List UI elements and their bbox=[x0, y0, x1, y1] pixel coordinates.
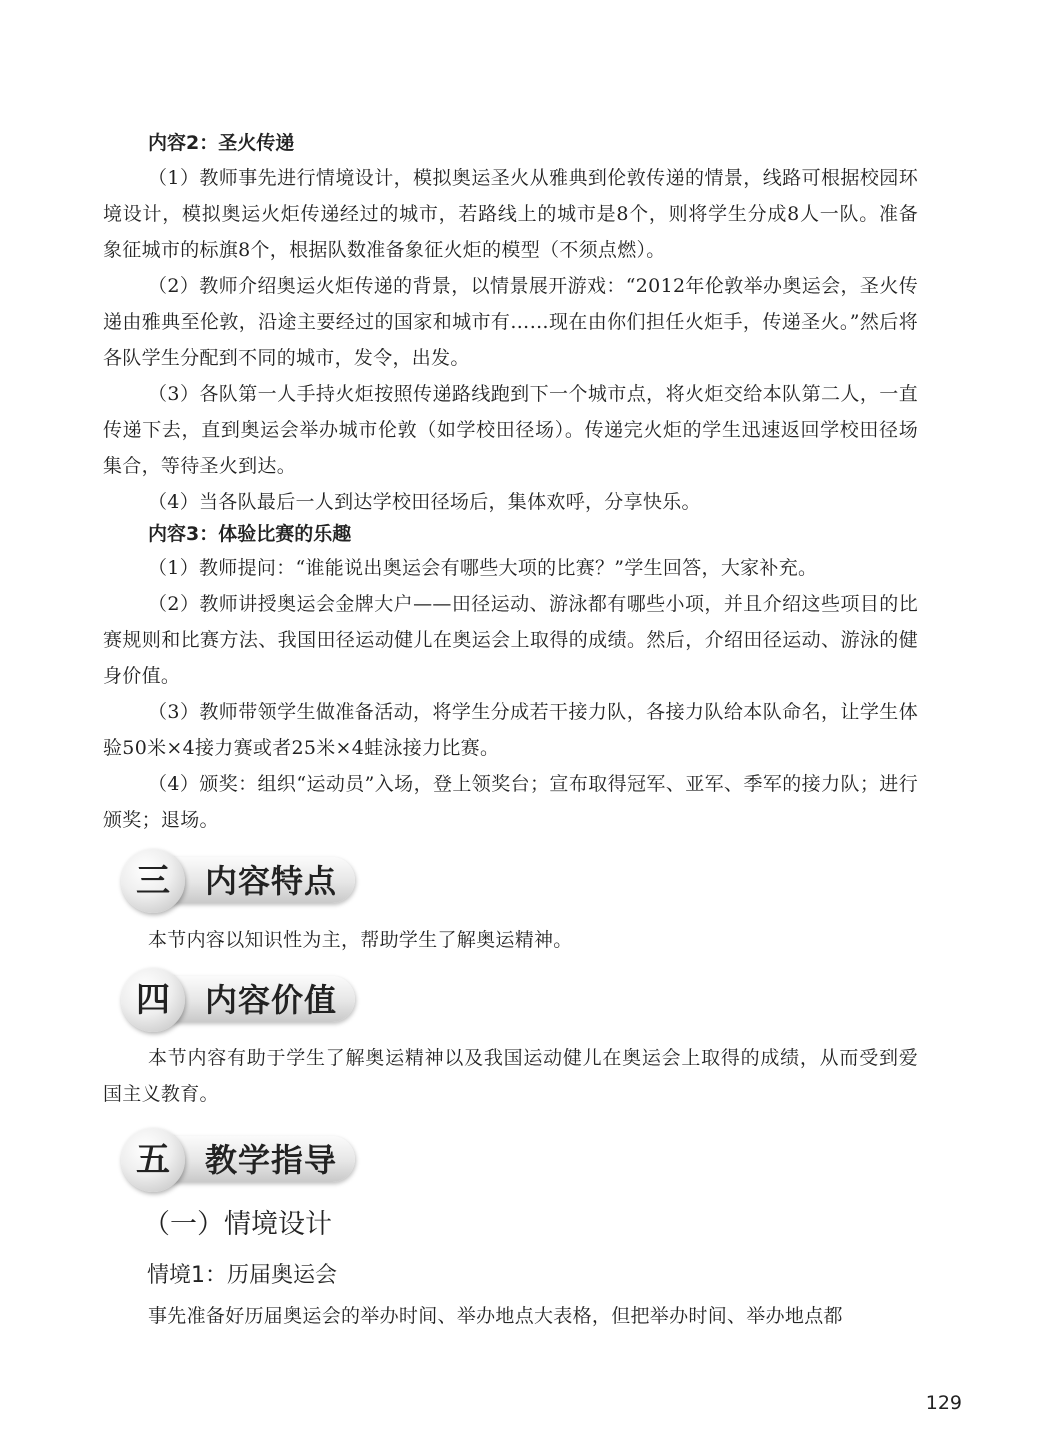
situation1-text: 事先准备好历届奥运会的举办时间、举办地点大表格，但把举办时间、举办地点都 bbox=[148, 1305, 843, 1327]
section-number: 四 bbox=[136, 980, 170, 1020]
subsection-heading: （一）情境设计 bbox=[143, 1209, 332, 1240]
content2-paragraph-1: （1）教师事先进行情境设计，模拟奥运圣火从雅典到伦敦传递的情景，线路可根据校园环境设计，模拟奥运火炬传递经过的城市，若路线上的城市是8个，则将学生分成8人一队。准备象征城市的标旗8个，根据队数准备象征火炬的模型（不须点燃）。 bbox=[103, 167, 918, 261]
situation1-heading: 情境1：历届奥运会 bbox=[147, 1263, 337, 1288]
section-banner-content-features bbox=[121, 849, 361, 913]
content3-paragraph-4: （4）颁奖：组织“运动员”入场，登上领奖台；宣布取得冠军、亚军、季军的接力队；进行颁奖；退场。 bbox=[103, 773, 918, 831]
section-banner-content-value bbox=[121, 968, 361, 1032]
section-banner-teaching-guidance bbox=[121, 1128, 361, 1192]
content3-paragraph-2: （2）教师讲授奥运会金牌大户——田径运动、游泳都有哪些小项，并且介绍这些项目的比赛规则和比赛方法、我国田径运动健儿在奥运会上取得的成绩。然后，介绍田径运动、游泳的健身价值。 bbox=[103, 593, 918, 687]
section3-text: 本节内容以知识性为主，帮助学生了解奥运精神。 bbox=[148, 929, 573, 951]
content2-paragraph-3: （3）各队第一人手持火炬按照传递路线跑到下一个城市点，将火炬交给本队第二人，一直传递下去，直到奥运会举办城市伦敦（如学校田径场）。传递完火炬的学生迅速返回学校田径场集合，等待圣火到达。 bbox=[103, 383, 918, 477]
content2-heading: 内容2：圣火传递 bbox=[148, 132, 295, 154]
section-number: 五 bbox=[136, 1140, 170, 1180]
content3-paragraph-1: （1）教师提问：“谁能说出奥运会有哪些大项的比赛？”学生回答，大家补充。 bbox=[148, 557, 818, 579]
section-number: 三 bbox=[136, 861, 170, 901]
section-title: 内容特点 bbox=[205, 862, 338, 900]
section4-text: 本节内容有助于学生了解奥运精神以及我国运动健儿在奥运会上取得的成绩，从而受到爱国主义教育。 bbox=[103, 1047, 918, 1105]
content3-heading: 内容3：体验比赛的乐趣 bbox=[148, 523, 352, 545]
section-title: 内容价值 bbox=[205, 981, 338, 1019]
content2-paragraph-4: （4）当各队最后一人到达学校田径场后，集体欢呼，分享快乐。 bbox=[148, 491, 701, 513]
content3-paragraph-3: （3）教师带领学生做准备活动，将学生分成若干接力队，各接力队给本队命名，让学生体验50米×4接力赛或者25米×4蛙泳接力比赛。 bbox=[103, 701, 918, 759]
page-number: 129 bbox=[925, 1392, 962, 1414]
content2-paragraph-2: （2）教师介绍奥运火炬传递的背景，以情景展开游戏：“2012年伦敦举办奥运会，圣火传递由雅典至伦敦，沿途主要经过的国家和城市有……现在由你们担任火炬手，传递圣火。”然后将各队学生分配到不同的城市，发令，出发。 bbox=[103, 275, 918, 369]
section-title: 教学指导 bbox=[205, 1141, 338, 1179]
